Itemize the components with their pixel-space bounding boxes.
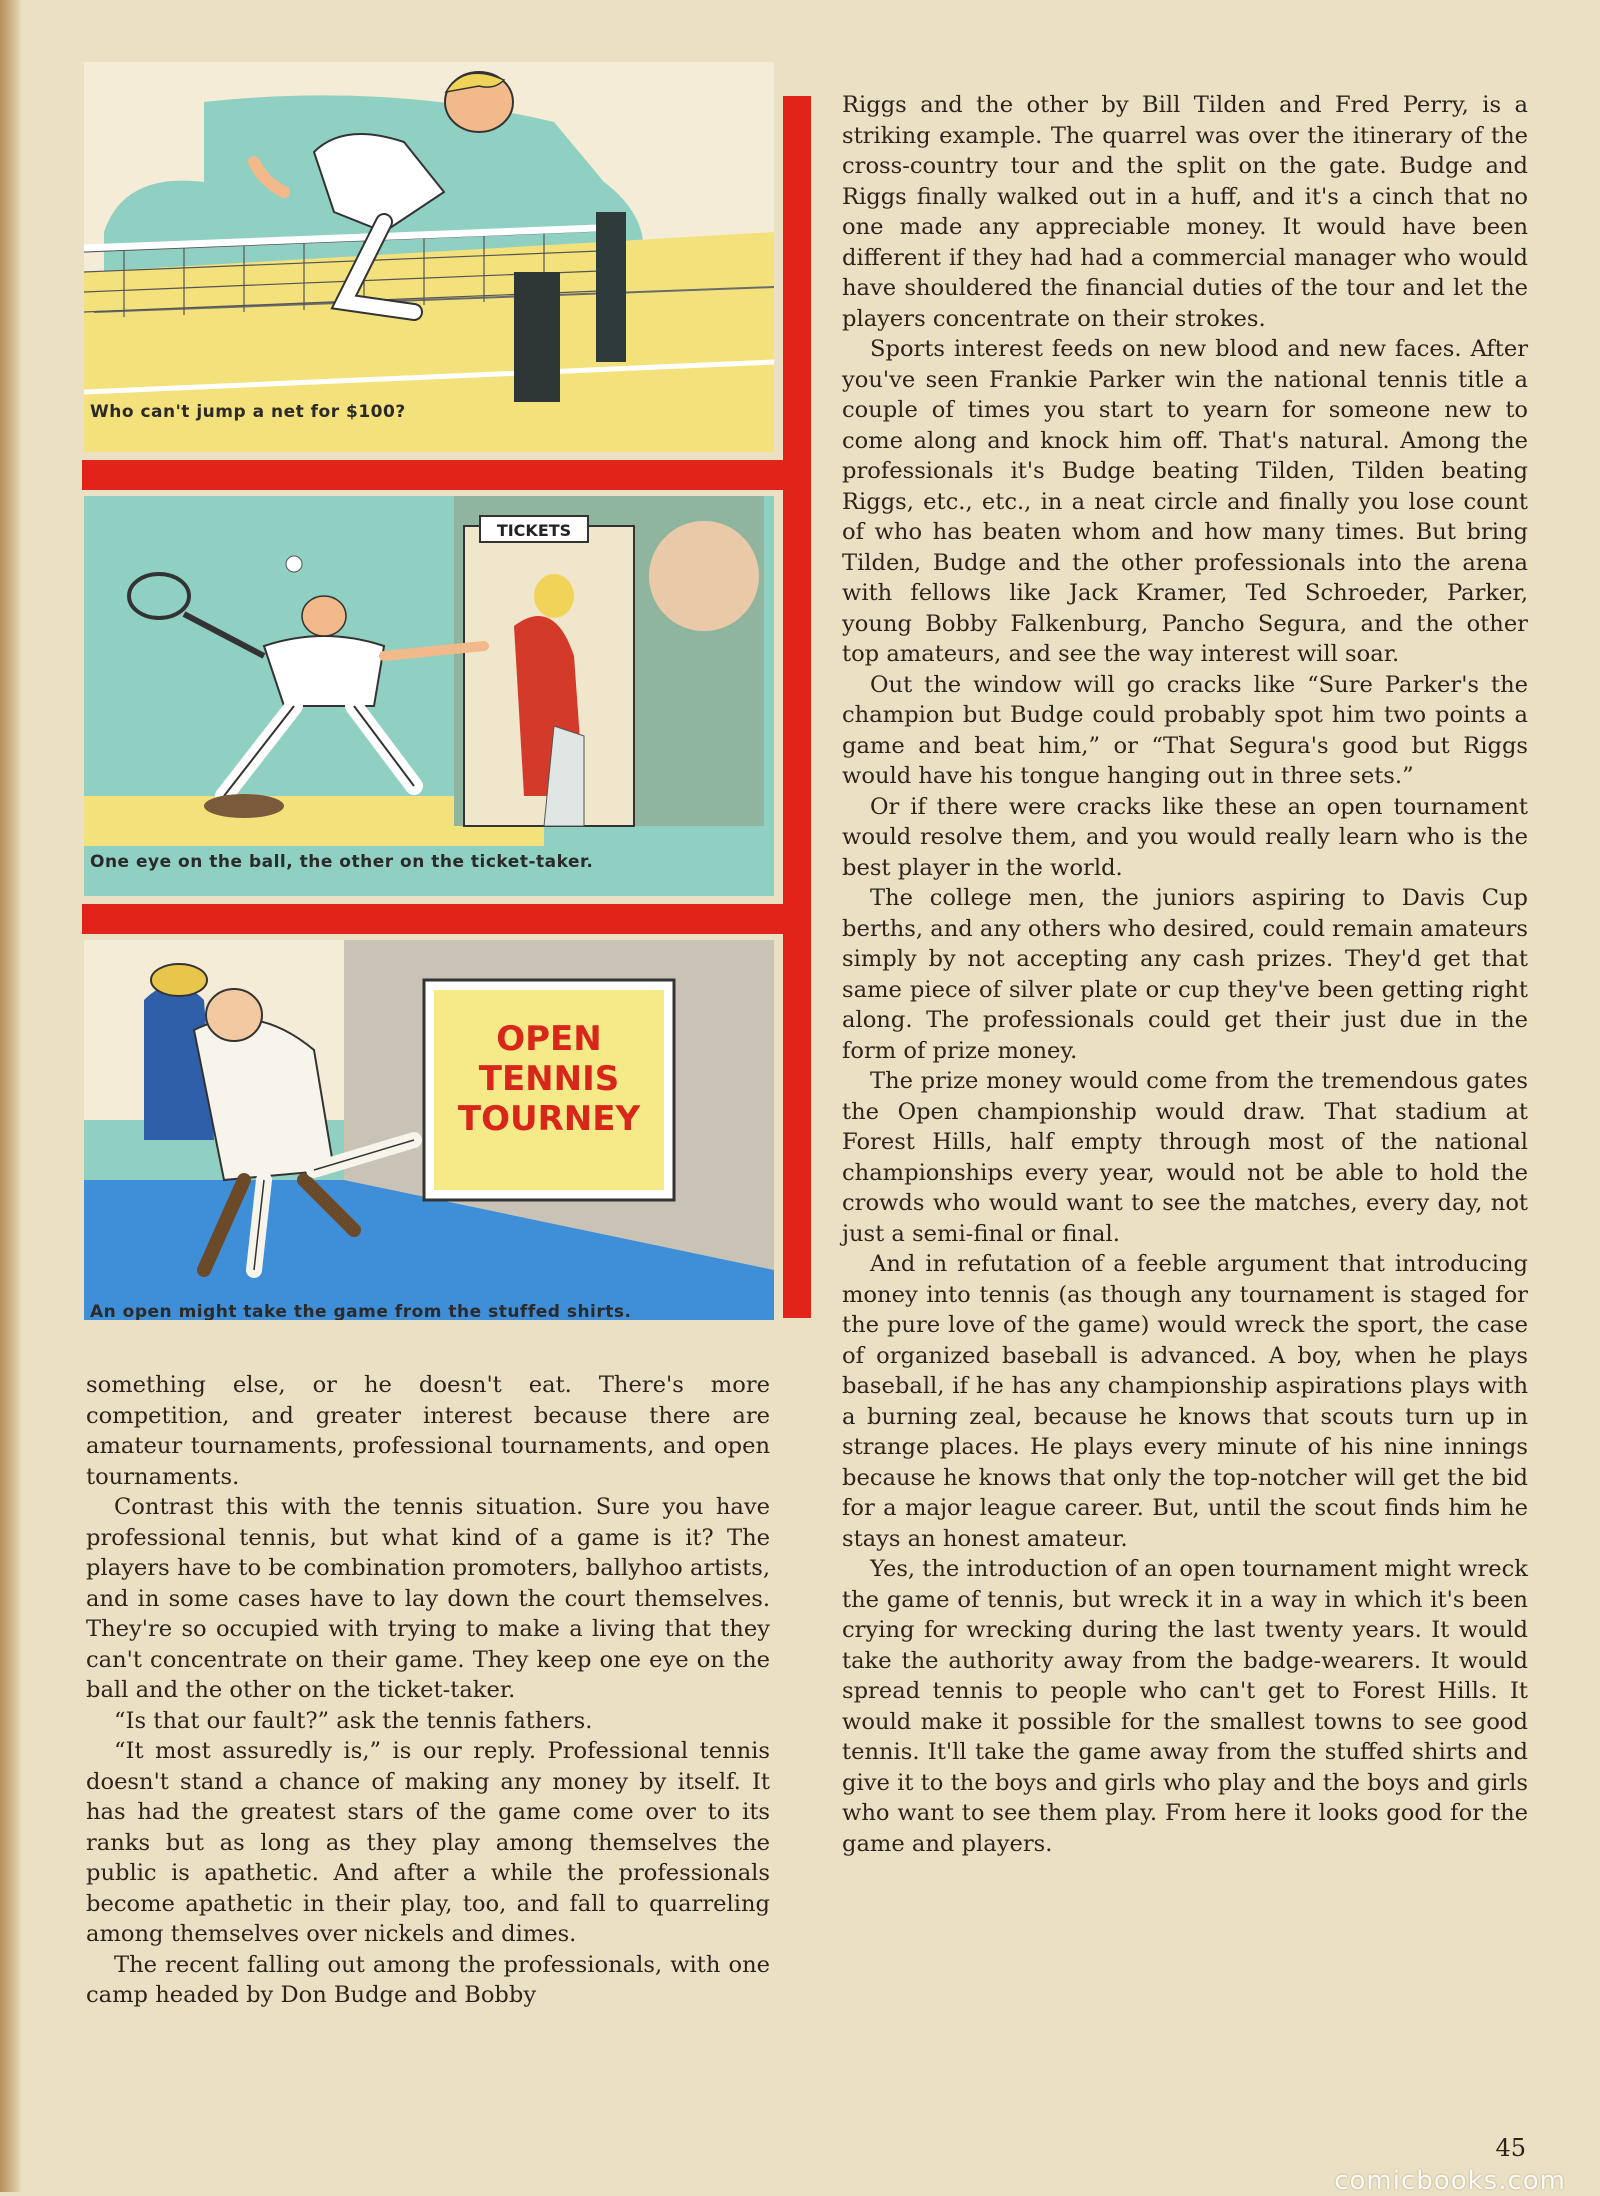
page-edge: [0, 0, 22, 2192]
cartoon-panel-stuffed-shirts: [84, 940, 774, 1320]
net-jump-illustration: [84, 62, 774, 452]
page-number: 45: [1495, 2134, 1526, 2162]
paragraph: The college men, the juniors aspiring to Davis Cup berths, and any others who desired, could remain amateurs simply by not accepting any cash prizes. They'd get that same piece of silver plate or cup they've been getting right along. The professionals could get their just due in the form of prize money.: [842, 885, 1528, 1064]
panel-caption: One eye on the ball, the other on the ticket-taker.: [90, 852, 594, 872]
left-text-column: [86, 1370, 770, 2011]
watermark: comicbooks.com: [1334, 2166, 1566, 2196]
stuffed-shirts-illustration: [84, 940, 774, 1320]
red-divider-right: [783, 96, 811, 1318]
paragraph: “It most assuredly is,” is our reply. Professional tennis doesn't stand a chance of making any money by itself. It has had the greatest stars of the game come over to its ranks but as long as they play among themselves the public is apathetic. And after a while the professionals become apathetic in their play, too, and fall to quarreling among themselves over nickels and dimes.: [86, 1738, 770, 1947]
red-divider-2: [82, 904, 792, 934]
red-divider-1: [82, 460, 792, 490]
svg-text:TENNIS: TENNIS: [478, 1059, 620, 1099]
paragraph: Or if there were cracks like these an open tournament would resolve them, and you would really learn who is the best player in the world.: [842, 793, 1528, 881]
panel-caption: An open might take the game from the stuffed shirts.: [90, 1302, 632, 1320]
svg-text:TOURNEY: TOURNEY: [457, 1099, 641, 1139]
cartoon-panel-net-jump: [84, 62, 774, 452]
ticket-taker-illustration: [84, 496, 774, 896]
cartoon-panel-ticket-taker: [84, 496, 774, 896]
panel-caption: Who can't jump a net for $100?: [90, 402, 406, 422]
svg-text:TICKETS: TICKETS: [496, 521, 572, 540]
paragraph: Contrast this with the tennis situation. Sure you have professional tennis, but what kind of a game is it? The players have to be combination promoters, ballyhoo artists, and in some cases have to lay down the court themselves. They're so occupied with trying to make a living that they can't concentrate on their game. They keep one eye on the ball and the other on the ticket-taker.: [86, 1494, 770, 1703]
paragraph: The prize money would come from the tremendous gates the Open championship would draw. That stadium at Forest Hills, half empty through most of the national championships every year, would not be able to hold the crowds who would want to see the matches, every day, not just a semi-final or final.: [842, 1068, 1528, 1247]
paragraph: And in refutation of a feeble argument that introducing money into tennis (as though any tournament is staged for the pure love of the game) would wreck the sport, the case of organized baseball is advanced. A boy, when he plays baseball, if he has any championship aspirations plays with a burning zeal, because he knows that scouts turn up in strange places. He plays every minute of his nine innings because he knows that only the top-notcher will get the bid for a major league career. But, until the scout finds him he stays an honest amateur.: [842, 1251, 1528, 1552]
svg-text:OPEN: OPEN: [496, 1019, 602, 1059]
paragraph: Out the window will go cracks like “Sure Parker's the champion but Budge could probably spot him two points a game and beat him,” or “That Segura's good but Riggs would have his tongue hanging out in three sets.”: [842, 671, 1528, 789]
right-text-column: [842, 90, 1528, 1859]
paragraph: The recent falling out among the professionals, with one camp headed by Don Budge and Bobby: [86, 1951, 770, 2008]
paragraph: Riggs and the other by Bill Tilden and Fred Perry, is a striking example. The quarrel was over the itinerary of the cross-country tour and the split on the gate. Budge and Riggs finally walked out in a huff, and it's a cinch that no one made any appreciable money. It would have been different if they had had a commercial manager who would have shouldered the financial duties of the tour and let the players concentrate on their strokes.: [842, 92, 1528, 332]
paragraph: “Is that our fault?” ask the tennis fathers.: [114, 1707, 593, 1734]
paragraph: Yes, the introduction of an open tournament might wreck the game of tennis, but wreck it in a way in which it's been crying for wrecking during the last twenty years. It would take the authority away from the badge-wearers. It would spread tennis to people who can't get to Forest Hills. It would make it possible for the smallest towns to see good tennis. It'll take the game away from the stuffed shirts and give it to the boys and girls who play and the boys and girls who want to see them play. From here it looks good for the game and players.: [842, 1556, 1528, 1857]
paragraph: something else, or he doesn't eat. There's more competition, and greater interest because there are amateur tournaments, professional tournaments, and open tournaments.: [86, 1372, 770, 1490]
paragraph: Sports interest feeds on new blood and new faces. After you've seen Frankie Parker win the national tennis title a couple of times you start to yearn for someone new to come along and knock him off. That's natural. Among the professionals it's Budge beating Tilden, Tilden beating Riggs, etc., etc., in a neat circle and finally you lose count of who has beaten whom and how many times. But bring Tilden, Budge and the other professionals into the arena with fellows like Jack Kramer, Ted Schroeder, Parker, young Bobby Falkenburg, Pancho Segura, and the other top amateurs, and see the way interest will soar.: [842, 336, 1528, 667]
